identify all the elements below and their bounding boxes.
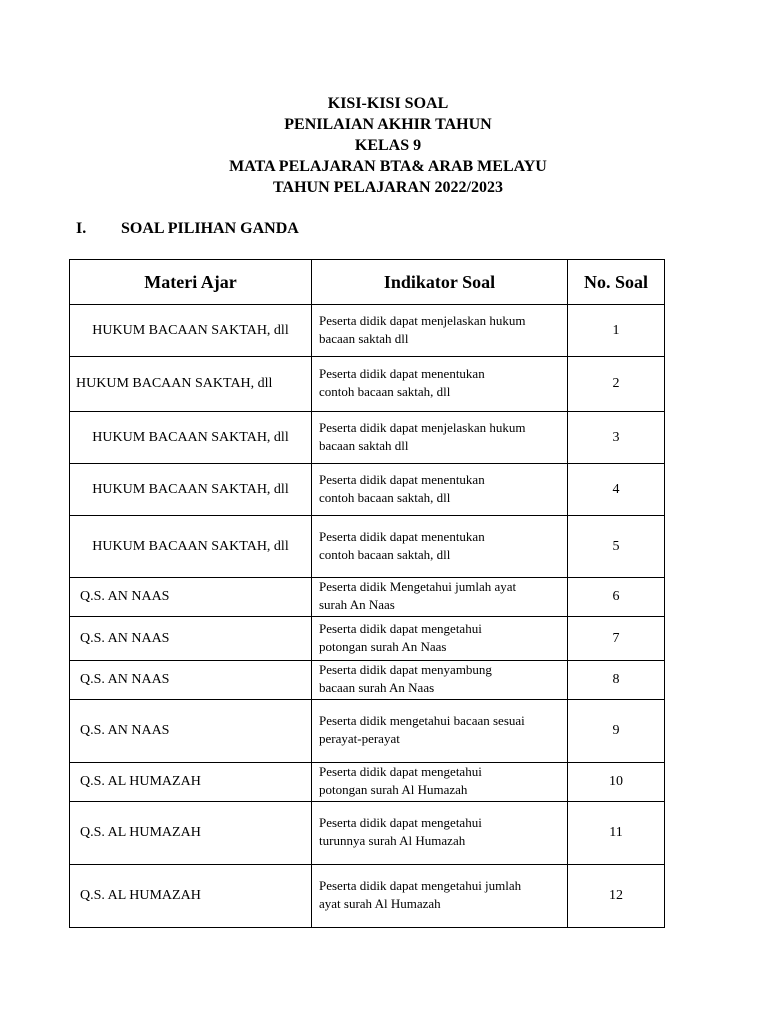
- cell-indikator: [312, 516, 568, 578]
- header-no-soal: No. Soal: [568, 260, 665, 305]
- table-row: [70, 763, 665, 802]
- section-number: I.: [76, 220, 87, 237]
- cell-no-soal: 1: [568, 305, 665, 357]
- cell-materi: HUKUM BACAAN SAKTAH, dll: [70, 412, 312, 464]
- cell-materi: HUKUM BACAAN SAKTAH, dll: [70, 357, 312, 412]
- table-row: [70, 516, 665, 578]
- indikator-line: contoh bacaan saktah, dll: [319, 546, 451, 562]
- indikator-line: bacaan surah An Naas: [319, 680, 435, 695]
- cell-materi: Q.S. AN NAAS: [70, 578, 312, 617]
- table-header-row: [70, 260, 665, 305]
- indikator-line: Peserta didik dapat menjelaskan hukum: [319, 419, 526, 435]
- cell-indikator: [312, 305, 568, 357]
- cell-indikator: [312, 661, 568, 700]
- cell-no-soal: 10: [568, 763, 665, 802]
- cell-materi: HUKUM BACAAN SAKTAH, dll: [70, 516, 312, 578]
- indikator-line: bacaan saktah dll: [319, 437, 409, 453]
- indikator-line: contoh bacaan saktah, dll: [319, 384, 451, 399]
- indikator-line: potongan surah An Naas: [319, 638, 447, 654]
- table-row: [70, 661, 665, 700]
- cell-indikator: [312, 865, 568, 928]
- title-line-mata-pelajaran: MATA PELAJARAN BTA& ARAB MELAYU: [229, 158, 547, 175]
- cell-no-soal: 12: [568, 865, 665, 928]
- indikator-line: perayat-perayat: [319, 731, 400, 746]
- table-row: [70, 578, 665, 617]
- indikator-line: bacaan saktah dll: [319, 330, 409, 346]
- indikator-line: Peserta didik Mengetahui jumlah ayat: [319, 579, 517, 594]
- title-line-tahun-pelajaran: TAHUN PELAJARAN 2022/2023: [273, 179, 503, 196]
- indikator-line: Peserta didik dapat menentukan: [319, 366, 485, 381]
- table-row: [70, 865, 665, 928]
- cell-no-soal: 3: [568, 412, 665, 464]
- indikator-line: Peserta didik dapat menyambung: [319, 662, 492, 677]
- indikator-line: contoh bacaan saktah, dll: [319, 489, 451, 505]
- cell-materi: Q.S. AN NAAS: [70, 700, 312, 763]
- cell-no-soal: 7: [568, 617, 665, 661]
- section-heading: [76, 219, 299, 239]
- header-indikator-soal: Indikator Soal: [312, 260, 568, 305]
- kisi-kisi-table: [69, 259, 665, 928]
- cell-materi: Q.S. AN NAAS: [70, 617, 312, 661]
- cell-no-soal: 9: [568, 700, 665, 763]
- indikator-line: Peserta didik dapat mengetahui jumlah: [319, 878, 522, 893]
- indikator-line: Peserta didik dapat menjelaskan hukum: [319, 312, 526, 328]
- cell-materi: HUKUM BACAAN SAKTAH, dll: [70, 464, 312, 516]
- cell-no-soal: 5: [568, 516, 665, 578]
- document-title-block: [0, 93, 768, 198]
- cell-materi: Q.S. AL HUMAZAH: [70, 802, 312, 865]
- indikator-line: Peserta didik dapat mengetahui: [319, 620, 482, 636]
- title-line-penilaian: PENILAIAN AKHIR TAHUN: [284, 116, 492, 133]
- cell-materi: Q.S. AL HUMAZAH: [70, 763, 312, 802]
- title-line-kisi-kisi: KISI-KISI SOAL: [327, 95, 449, 112]
- cell-indikator: [312, 617, 568, 661]
- cell-no-soal: 6: [568, 578, 665, 617]
- section-title: SOAL PILIHAN GANDA: [121, 220, 299, 237]
- indikator-line: Peserta didik dapat menentukan: [319, 471, 485, 487]
- table-row: [70, 802, 665, 865]
- table-row: [70, 700, 665, 763]
- table-row: [70, 357, 665, 412]
- cell-indikator: [312, 763, 568, 802]
- cell-indikator: [312, 700, 568, 763]
- cell-materi: HUKUM BACAAN SAKTAH, dll: [70, 305, 312, 357]
- cell-no-soal: 2: [568, 357, 665, 412]
- cell-no-soal: 8: [568, 661, 665, 700]
- header-materi-ajar: Materi Ajar: [70, 260, 312, 305]
- table-row: [70, 617, 665, 661]
- indikator-line: ayat surah Al Humazah: [319, 896, 441, 911]
- indikator-line: Peserta didik dapat menentukan: [319, 528, 485, 544]
- cell-indikator: [312, 802, 568, 865]
- cell-indikator: [312, 412, 568, 464]
- cell-materi: Q.S. AL HUMAZAH: [70, 865, 312, 928]
- cell-no-soal: 11: [568, 802, 665, 865]
- cell-materi: Q.S. AN NAAS: [70, 661, 312, 700]
- cell-no-soal: 4: [568, 464, 665, 516]
- cell-indikator: [312, 578, 568, 617]
- indikator-line: Peserta didik dapat mengetahui: [319, 815, 482, 830]
- cell-indikator: [312, 464, 568, 516]
- cell-indikator: [312, 357, 568, 412]
- indikator-line: Peserta didik dapat mengetahui: [319, 764, 482, 779]
- indikator-line: Peserta didik mengetahui bacaan sesuai: [319, 713, 525, 728]
- indikator-line: surah An Naas: [319, 597, 395, 612]
- indikator-line: turunnya surah Al Humazah: [319, 833, 466, 848]
- indikator-line: potongan surah Al Humazah: [319, 782, 468, 797]
- table-row: [70, 412, 665, 464]
- table-row: [70, 305, 665, 357]
- table-row: [70, 464, 665, 516]
- title-line-kelas: KELAS 9: [354, 137, 422, 154]
